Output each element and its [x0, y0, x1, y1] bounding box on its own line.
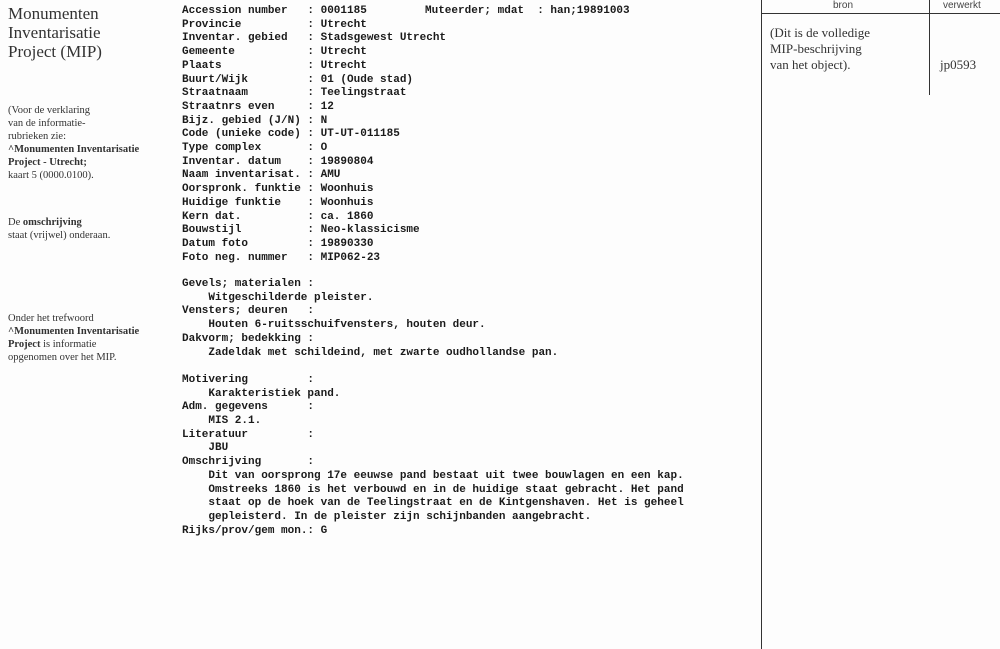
bron-line: MIP-beschrijving	[770, 41, 862, 56]
section-text: Omstreeks 1860 is het verbouwd en in de huidige staat gebracht. Het pand	[208, 483, 684, 496]
document-title	[8, 4, 102, 61]
section-text: JBU	[208, 442, 229, 455]
field-row	[182, 5, 446, 19]
verwerkt-value: jp0593	[940, 57, 977, 72]
field-separator: :	[307, 100, 321, 113]
field-row	[182, 169, 446, 183]
field-label: Bouwstijl	[182, 224, 242, 237]
rijks-monument-field: Rijks/prov/gem mon.: G	[182, 524, 328, 537]
field-row	[182, 32, 446, 46]
spacer	[182, 360, 684, 374]
field-value: ca. 1860	[320, 210, 374, 223]
field-label: Inventar. datum	[182, 155, 282, 168]
field-row	[182, 87, 446, 101]
field-row	[182, 197, 446, 211]
field-separator: :	[307, 251, 321, 264]
field-label: Buurt/Wijk	[182, 73, 249, 86]
field-row	[182, 252, 446, 266]
field-value: 19890330	[320, 237, 374, 250]
field-row	[182, 60, 446, 74]
note-text: is informatie	[40, 339, 97, 350]
field-separator: :	[307, 142, 321, 155]
note-bold: omschrijving	[22, 217, 82, 228]
column-divider	[761, 0, 762, 649]
field-separator: :	[307, 87, 321, 100]
field-separator: :	[307, 237, 321, 250]
bron-text	[770, 25, 870, 73]
field-row	[182, 142, 446, 156]
field-row	[182, 156, 446, 170]
note-line: (Voor de verklaring	[8, 105, 91, 116]
field-value: Teelingstraat	[320, 87, 407, 100]
field-label: Type complex	[182, 142, 262, 155]
bron-header: bron	[833, 0, 854, 11]
field-label: Inventar. gebied	[182, 32, 288, 45]
field-separator: :	[307, 18, 321, 31]
section-label: Literatuur :	[182, 428, 315, 441]
field-separator: :	[307, 183, 321, 196]
note-line: Onder het trefwoord	[8, 313, 94, 324]
record-fields	[182, 5, 446, 265]
title-line: Project (MIP)	[8, 42, 102, 61]
field-row	[182, 224, 446, 238]
field-value: Utrecht	[320, 59, 367, 72]
field-separator: :	[307, 73, 321, 86]
section-label: Gevels; materialen :	[182, 278, 315, 290]
verwerkt-header: verwerkt	[943, 0, 981, 11]
bron-line: van het object).	[770, 57, 851, 72]
field-value: Neo-klassicisme	[320, 224, 420, 237]
section-label: Vensters; deuren :	[182, 305, 315, 318]
field-row	[182, 19, 446, 33]
field-separator: :	[307, 196, 321, 209]
section-text: Houten 6-ruitsschuifvensters, houten deur.	[208, 319, 486, 332]
note-line: staat (vrijwel) onderaan.	[8, 230, 111, 241]
section-label: Omschrijving :	[182, 456, 315, 469]
section-text: Dit van oorsprong 17e eeuwse pand bestaat uit twee bouwlagen en een kap.	[208, 469, 684, 482]
field-value: Utrecht	[320, 46, 367, 59]
trefwoord-note	[8, 312, 139, 364]
section-text: Zadeldak met schildeind, met zwarte oudhollandse pan.	[208, 346, 559, 359]
field-label: Oorspronk. funktie	[182, 183, 301, 196]
note-line: kaart 5 (0000.0100).	[8, 170, 94, 181]
field-value: 19890804	[320, 155, 374, 168]
omschrijving-note	[8, 216, 110, 242]
field-label: Datum foto	[182, 237, 249, 250]
field-value: 01 (Oude stad)	[320, 73, 414, 86]
field-label: Straatnaam	[182, 87, 249, 100]
field-label: Muteerder; mdat	[425, 5, 525, 17]
reference-link: ^Monumenten Inventarisatie	[8, 144, 140, 155]
field-value: Woonhuis	[320, 183, 374, 196]
field-label: Straatnrs even	[182, 100, 275, 113]
field-row	[182, 101, 446, 115]
field-separator: :	[307, 32, 321, 45]
field-row	[182, 115, 446, 129]
explanation-note	[8, 104, 139, 182]
section-text: gepleisterd. In de pleister zijn schijnbanden aangebracht.	[208, 510, 592, 523]
field-label: Naam inventarisat.	[182, 169, 301, 182]
field-value: O	[320, 142, 328, 155]
field-label: Foto neg. nummer	[182, 251, 288, 264]
field-row	[182, 74, 446, 88]
field-separator: :	[307, 5, 321, 17]
reference-link: Project	[8, 339, 41, 350]
field-row	[182, 211, 446, 225]
field-separator: :	[307, 210, 321, 223]
field-separator: :	[307, 224, 321, 237]
field-row	[182, 128, 446, 142]
field-separator: :	[307, 128, 321, 141]
note-line: van de informatie-	[8, 118, 86, 129]
section-text: MIS 2.1.	[208, 415, 262, 428]
section-label: Motivering :	[182, 373, 315, 386]
field-label: Gemeente	[182, 46, 235, 59]
field-label: Bijz. gebied (J/N)	[182, 114, 301, 127]
section-text: staat op de hoek van de Teelingstraat en de Kintgenshaven. Het is geheel	[208, 497, 684, 510]
field-separator: :	[307, 155, 321, 168]
bron-line: (Dit is de volledige	[770, 25, 871, 40]
field-row	[182, 183, 446, 197]
field-label: Huidige funktie	[182, 196, 282, 209]
note-text: De	[8, 217, 23, 228]
field-separator: :	[307, 46, 321, 59]
field-row	[182, 238, 446, 252]
column-divider	[929, 0, 930, 95]
muteerder-field: Muteerder; mdat : han;19891003	[425, 5, 630, 17]
field-label: Code (unieke code)	[182, 128, 301, 141]
section-text: Karakteristiek pand.	[208, 387, 341, 400]
note-line: rubrieken zie:	[8, 131, 67, 142]
field-value: 0001185	[320, 5, 367, 17]
section-label: Dakvorm; bedekking :	[182, 332, 315, 345]
field-label: Accession number	[182, 5, 288, 17]
reference-link: ^Monumenten Inventarisatie	[8, 326, 140, 337]
field-value: 12	[320, 100, 334, 113]
header-rule	[761, 13, 1000, 14]
field-value: Utrecht	[320, 18, 367, 31]
field-value: AMU	[320, 169, 341, 182]
field-row	[182, 46, 446, 60]
field-value: Woonhuis	[320, 196, 374, 209]
field-separator: :	[307, 59, 321, 72]
field-value: Stadsgewest Utrecht	[320, 32, 447, 45]
field-separator: :	[307, 169, 321, 182]
title-line: Inventarisatie	[8, 23, 101, 42]
section-text: Witgeschilderde pleister.	[208, 291, 374, 304]
field-value: han;19891003	[550, 5, 630, 17]
field-value: MIP062-23	[320, 251, 381, 264]
record-sections	[182, 278, 684, 538]
title-line: Monumenten	[8, 4, 99, 23]
field-label: Plaats	[182, 59, 222, 72]
note-line: opgenomen over het MIP.	[8, 352, 117, 363]
field-label: Kern dat.	[182, 210, 242, 223]
field-value: UT-UT-011185	[320, 128, 400, 141]
reference-link: Project - Utrecht;	[8, 157, 87, 168]
field-value: N	[320, 114, 328, 127]
field-label: Provincie	[182, 18, 242, 31]
field-separator: :	[307, 114, 321, 127]
section-label: Adm. gegevens :	[182, 401, 315, 414]
